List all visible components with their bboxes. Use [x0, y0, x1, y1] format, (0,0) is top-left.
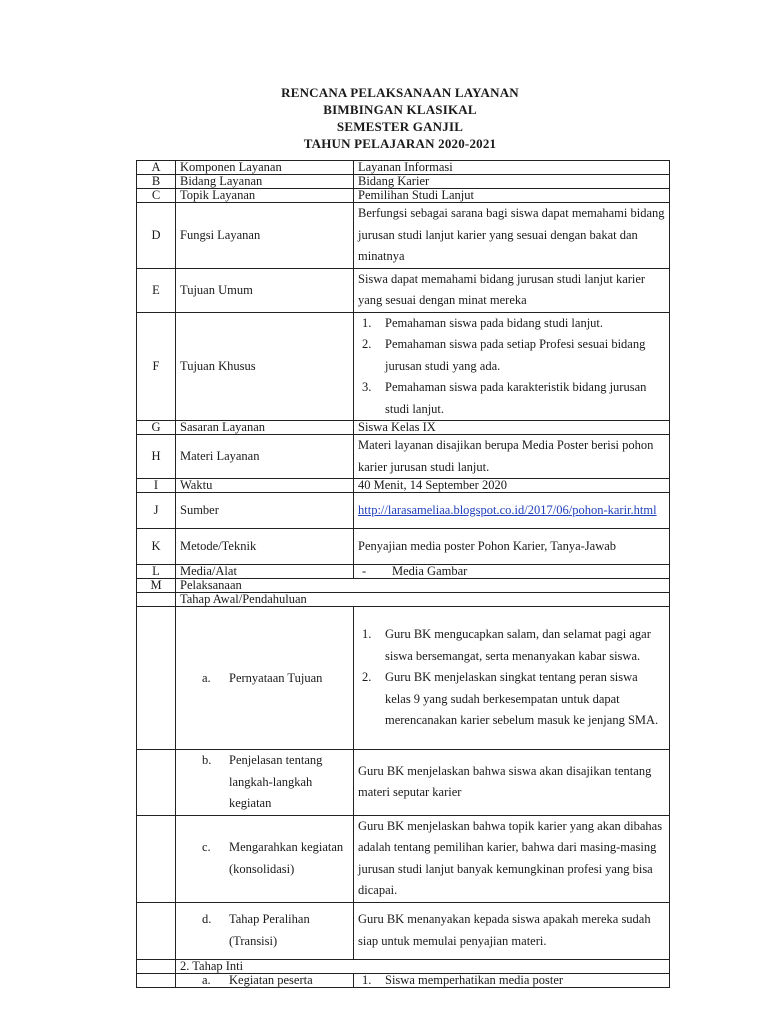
step-label — [176, 815, 354, 902]
row-label: Sumber — [176, 493, 354, 529]
row-value: 40 Menit, 14 September 2020 — [354, 479, 670, 493]
row-e — [137, 268, 670, 312]
row-value: Materi layanan disajikan berupa Media Poster berisi pohon karier jurusan studi lanjut. — [354, 435, 670, 479]
list-item — [358, 974, 665, 987]
row-value — [354, 973, 670, 987]
row-b — [137, 175, 670, 189]
row-label: Sasaran Layanan — [176, 421, 354, 435]
row-label: Waktu — [176, 479, 354, 493]
row-code: F — [137, 312, 176, 421]
row-code: D — [137, 203, 176, 269]
rpl-table — [136, 160, 670, 988]
step-label — [176, 607, 354, 750]
media-value: Media Gambar — [392, 564, 468, 578]
empty-cell — [137, 959, 176, 973]
empty-cell — [137, 815, 176, 902]
empty-cell — [137, 607, 176, 750]
row-g — [137, 421, 670, 435]
item-text: Pemahaman siswa pada karakteristik bidang jurusan studi lanjut. — [385, 380, 647, 416]
empty-cell — [137, 750, 176, 816]
item-text: Siswa memperhatikan media poster — [385, 972, 564, 987]
row-code: A — [137, 161, 176, 175]
item-text: Pemahaman siswa pada setiap Profesi sesuai bidang jurusan studi yang ada. — [385, 337, 646, 373]
row-label: Komponen Layanan — [176, 161, 354, 175]
section-heading: Tahap Awal/Pendahuluan — [176, 593, 670, 607]
step-letter: a. — [202, 670, 211, 685]
row-i — [137, 479, 670, 493]
step-text: Tahap Peralihan (Transisi) — [229, 912, 310, 948]
step-letter: b. — [202, 753, 212, 767]
row-m — [137, 579, 670, 593]
step-letter: c. — [202, 840, 211, 854]
row-code: K — [137, 529, 176, 565]
empty-cell — [137, 973, 176, 987]
dash-bullet: - — [362, 564, 367, 578]
row-value: Guru BK menanyakan kepada siswa apakah mereka sudah siap untuk memulai penyajian materi. — [354, 902, 670, 959]
row-value: Siswa dapat memahami bidang jurusan studi lanjut karier yang sesuai dengan minat mereka — [354, 268, 670, 312]
row-value: Penyajian media poster Pohon Karier, Tanya-Jawab — [354, 529, 670, 565]
row-value: Guru BK menjelaskan bahwa siswa akan disajikan tentang materi seputar karier — [354, 750, 670, 816]
source-link[interactable]: http://larasameliaa.blogspot.co.id/2017/06/pohon-karir.html — [358, 502, 657, 517]
item-number: 1. — [362, 627, 372, 642]
row-label: Tujuan Umum — [176, 268, 354, 312]
row-h — [137, 435, 670, 479]
row-a — [137, 161, 670, 175]
row-tahap-awal-a — [137, 607, 670, 750]
item-number: 3. — [362, 380, 372, 394]
list-item — [358, 313, 665, 335]
section-heading: 2. Tahap Inti — [176, 959, 670, 973]
item-text: Guru BK menjelaskan singkat tentang peran siswa kelas 9 yang sudah berkesempatan untuk dapat merencanakan karier sebelum masuk ke jenjang SMA. — [385, 670, 659, 728]
title-line-4: TAHUN PELAJARAN 2020-2021 — [303, 136, 497, 151]
step-text: Penjelasan tentang langkah-langkah kegiatan — [229, 753, 323, 810]
row-tahap-awal-c — [137, 815, 670, 902]
row-value — [354, 607, 670, 750]
row-c — [137, 189, 670, 203]
row-code: L — [137, 565, 176, 579]
document-title — [0, 84, 768, 152]
row-code: C — [137, 189, 176, 203]
row-label: Topik Layanan — [176, 189, 354, 203]
row-tahap-awal — [137, 593, 670, 607]
item-number: 1. — [362, 315, 372, 330]
row-code: M — [137, 579, 176, 593]
step-label — [176, 902, 354, 959]
row-code: J — [137, 493, 176, 529]
item-number: 1. — [362, 972, 372, 987]
step-text: Kegiatan peserta — [229, 972, 313, 987]
row-value — [354, 565, 670, 579]
row-tahap-awal-d — [137, 902, 670, 959]
row-label: Tujuan Khusus — [176, 312, 354, 421]
row-value — [354, 493, 670, 529]
row-value: Siswa Kelas IX — [354, 421, 670, 435]
title-line-1: RENCANA PELAKSANAAN LAYANAN — [281, 85, 519, 100]
row-value: Berfungsi sebagai sarana bagi siswa dapat memahami bidang jurusan studi lanjut karier yang sesuai dengan bakat dan minatnya — [354, 203, 670, 269]
step-letter: d. — [202, 912, 212, 926]
item-number: 2. — [362, 337, 372, 351]
step-text: Mengarahkan kegiatan (konsolidasi) — [229, 840, 344, 876]
row-value: Pemilihan Studi Lanjut — [354, 189, 670, 203]
row-code: E — [137, 268, 176, 312]
step-label — [176, 750, 354, 816]
title-line-3: SEMESTER GANJIL — [336, 119, 464, 134]
row-value: Layanan Informasi — [354, 161, 670, 175]
item-number: 2. — [362, 670, 372, 685]
list-item — [358, 667, 665, 732]
row-tahap-inti — [137, 959, 670, 973]
row-value: Bidang Karier — [354, 175, 670, 189]
row-code: I — [137, 479, 176, 493]
list-item — [358, 334, 665, 377]
empty-cell — [137, 593, 176, 607]
row-label: Fungsi Layanan — [176, 203, 354, 269]
row-value — [354, 312, 670, 421]
row-j — [137, 493, 670, 529]
step-letter: a. — [202, 972, 211, 987]
row-f — [137, 312, 670, 421]
row-label: Media/Alat — [176, 565, 354, 579]
row-code: B — [137, 175, 176, 189]
list-item — [358, 624, 665, 667]
row-label: Metode/Teknik — [176, 529, 354, 565]
step-text: Pernyataan Tujuan — [229, 670, 323, 685]
row-d — [137, 203, 670, 269]
row-code: H — [137, 435, 176, 479]
row-label: Bidang Layanan — [176, 175, 354, 189]
row-l — [137, 565, 670, 579]
list-item — [358, 377, 665, 420]
empty-cell — [137, 902, 176, 959]
item-text: Pemahaman siswa pada bidang studi lanjut. — [385, 315, 604, 330]
step-label — [176, 973, 354, 987]
title-line-2: BIMBINGAN KLASIKAL — [323, 102, 477, 117]
row-label: Pelaksanaan — [176, 579, 670, 593]
row-value: Guru BK menjelaskan bahwa topik karier yang akan dibahas adalah tentang pemilihan karier, bahwa dari masing-masing jurusan studi lanjut banyak kemungkinan profesi yang bisa dicapai. — [354, 815, 670, 902]
row-tahap-inti-a — [137, 973, 670, 987]
row-tahap-awal-b — [137, 750, 670, 816]
row-k — [137, 529, 670, 565]
row-label: Materi Layanan — [176, 435, 354, 479]
item-text: Guru BK mengucapkan salam, dan selamat pagi agar siswa bersemangat, serta menanyakan kabar siswa. — [385, 627, 651, 663]
row-code: G — [137, 421, 176, 435]
